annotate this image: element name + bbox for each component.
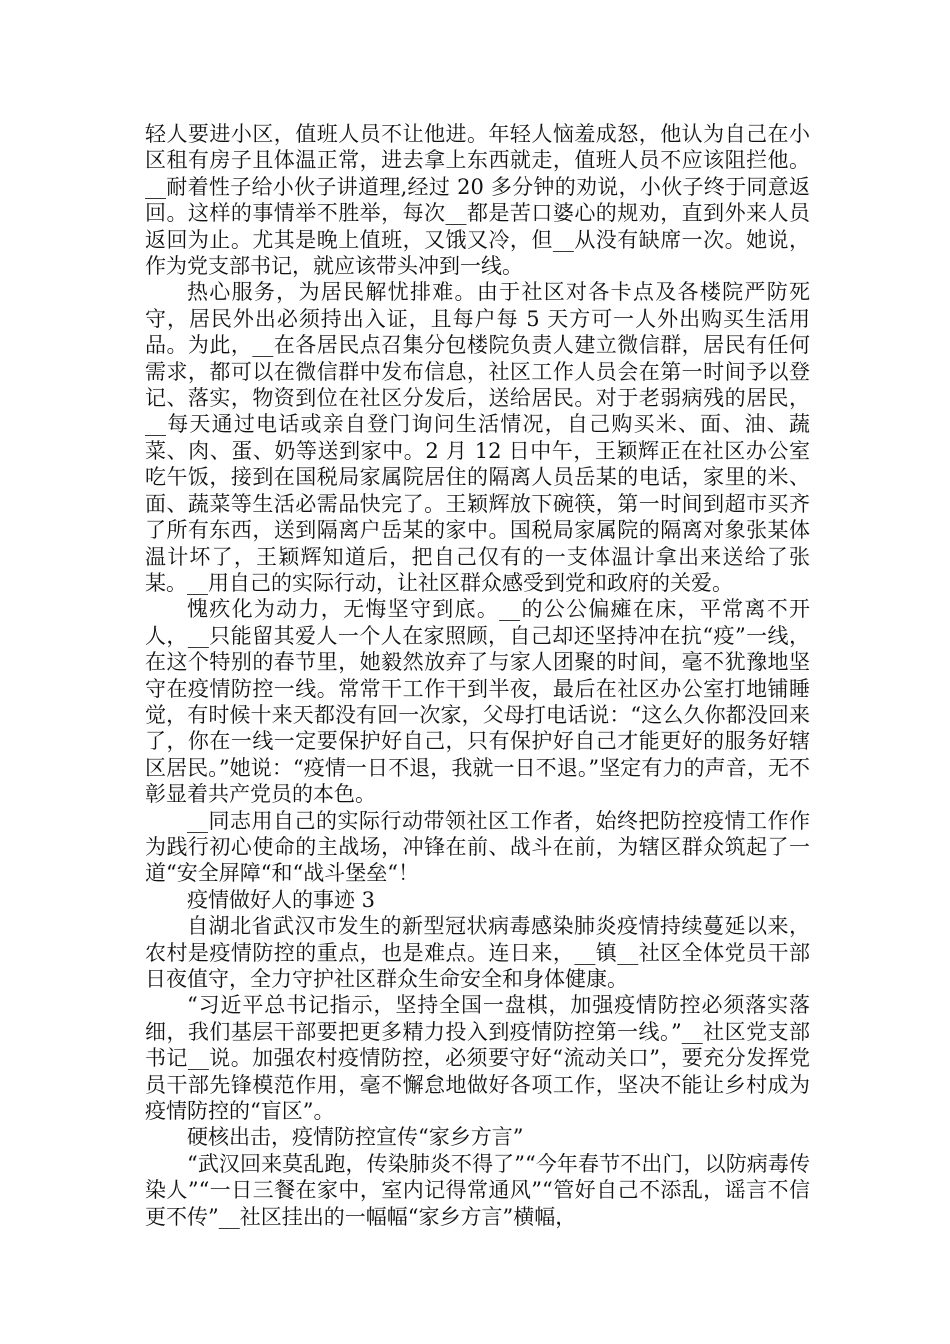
paragraph: 愧疚化为动力，无悔坚守到底。__的公公偏瘫在床，平常离不开人，__只能留其爱人一个人在家照顾，自己却还坚持冲在抗“疫”一线，在这个特别的春节里，她毅然放弃了与家人团聚的时间，毫不犹豫地坚守在疫情防控一线。常常干工作干到半夜，最后在社区办公室打地铺睡觉，有时候十来天都没有回一次家，父母打电话说：“这么久你都没回来了，你在一线一定要保护好自己，只有保护好自己才能更好的服务好辖区居民。”她说：“疫情一日不退，我就一日不退。”坚定有力的声音，无不彰显着共产党员的本色。: [145, 597, 810, 807]
paragraph: __同志用自己的实际行动带领社区工作者，始终把防控疫情工作作为践行初心使命的主战场，冲锋在前、战斗在前，为辖区群众筑起了一道“安全屏障“和“战斗堡垒“！: [145, 808, 810, 886]
paragraph: “习近平总书记指示，坚持全国一盘棋，加强疫情防控必须落实落细，我们基层干部要把更多精力投入到疫情防控第一线。”__社区党支部书记__说。加强农村疫情防控，必须要守好“流动关口”，要充分发挥党员干部先锋模范作用，毫不懈怠地做好各项工作，坚决不能让乡村成为疫情防控的“盲区”。: [145, 993, 810, 1124]
paragraph: 热心服务，为居民解忧排难。由于社区对各卡点及各楼院严防死守，居民外出必须持出入证，且每户每 5 天方可一人外出购买生活用品。为此，__在各居民点召集分包楼院负责人建立微信群，居民有任何需求，都可以在微信群中发布信息，社区工作人员会在第一时间予以登记、落实，物资到位在社区分发后，送给居民。对于老弱病残的居民，__每天通过电话或亲自登门询问生活情况，自己购买米、面、油、蔬菜、肉、蛋、奶等送到家中。2 月 12 日中午，王颖辉正在社区办公室吃午饭，接到在国税局家属院居住的隔离人员岳某的电话，家里的米、面、蔬菜等生活必需品快完了。王颖辉放下碗筷，第一时间到超市买齐了所有东西，送到隔离户岳某的家中。国税局家属院的隔离对象张某体温计坏了，王颖辉知道后，把自己仅有的一支体温计拿出来送给了张某。__用自己的实际行动，让社区群众感受到党和政府的关爱。: [145, 280, 810, 595]
section-heading: 疫情做好人的事迹 3: [187, 887, 376, 912]
paragraph: 自湖北省武汉市发生的新型冠状病毒感染肺炎疫情持续蔓延以来，农村是疫情防控的重点，也是难点。连日来，__镇__社区全体党员干部日夜值守，全力守护社区群众生命安全和身体健康。: [145, 914, 810, 991]
document-body: [145, 121, 810, 1230]
paragraph: 轻人要进小区，值班人员不让他进。年轻人恼羞成怒，他认为自己在小区租有房子且体温正常，进去拿上东西就走，值班人员不应该阻拦他。__耐着性子给小伙子讲道理,经过 20 多分钟的劝说，小伙子终于同意返回。这样的事情举不胜举，每次__都是苦口婆心的规劝，直到外来人员返回为止。尤其是晚上值班，又饿又冷，但__从没有缺席一次。她说，作为党支部书记，就应该带头冲到一线。: [145, 122, 810, 279]
paragraph: “武汉回来莫乱跑，传染肺炎不得了”“今年春节不出门，以防病毒传染人”“一日三餐在家中，室内记得常通风”“管好自己不添乱，谣言不信更不传”__社区挂出的一幅幅“家乡方言”横幅，: [145, 1151, 810, 1229]
subsection-heading: 硬核出击，疫情防控宣传“家乡方言”: [187, 1125, 524, 1150]
